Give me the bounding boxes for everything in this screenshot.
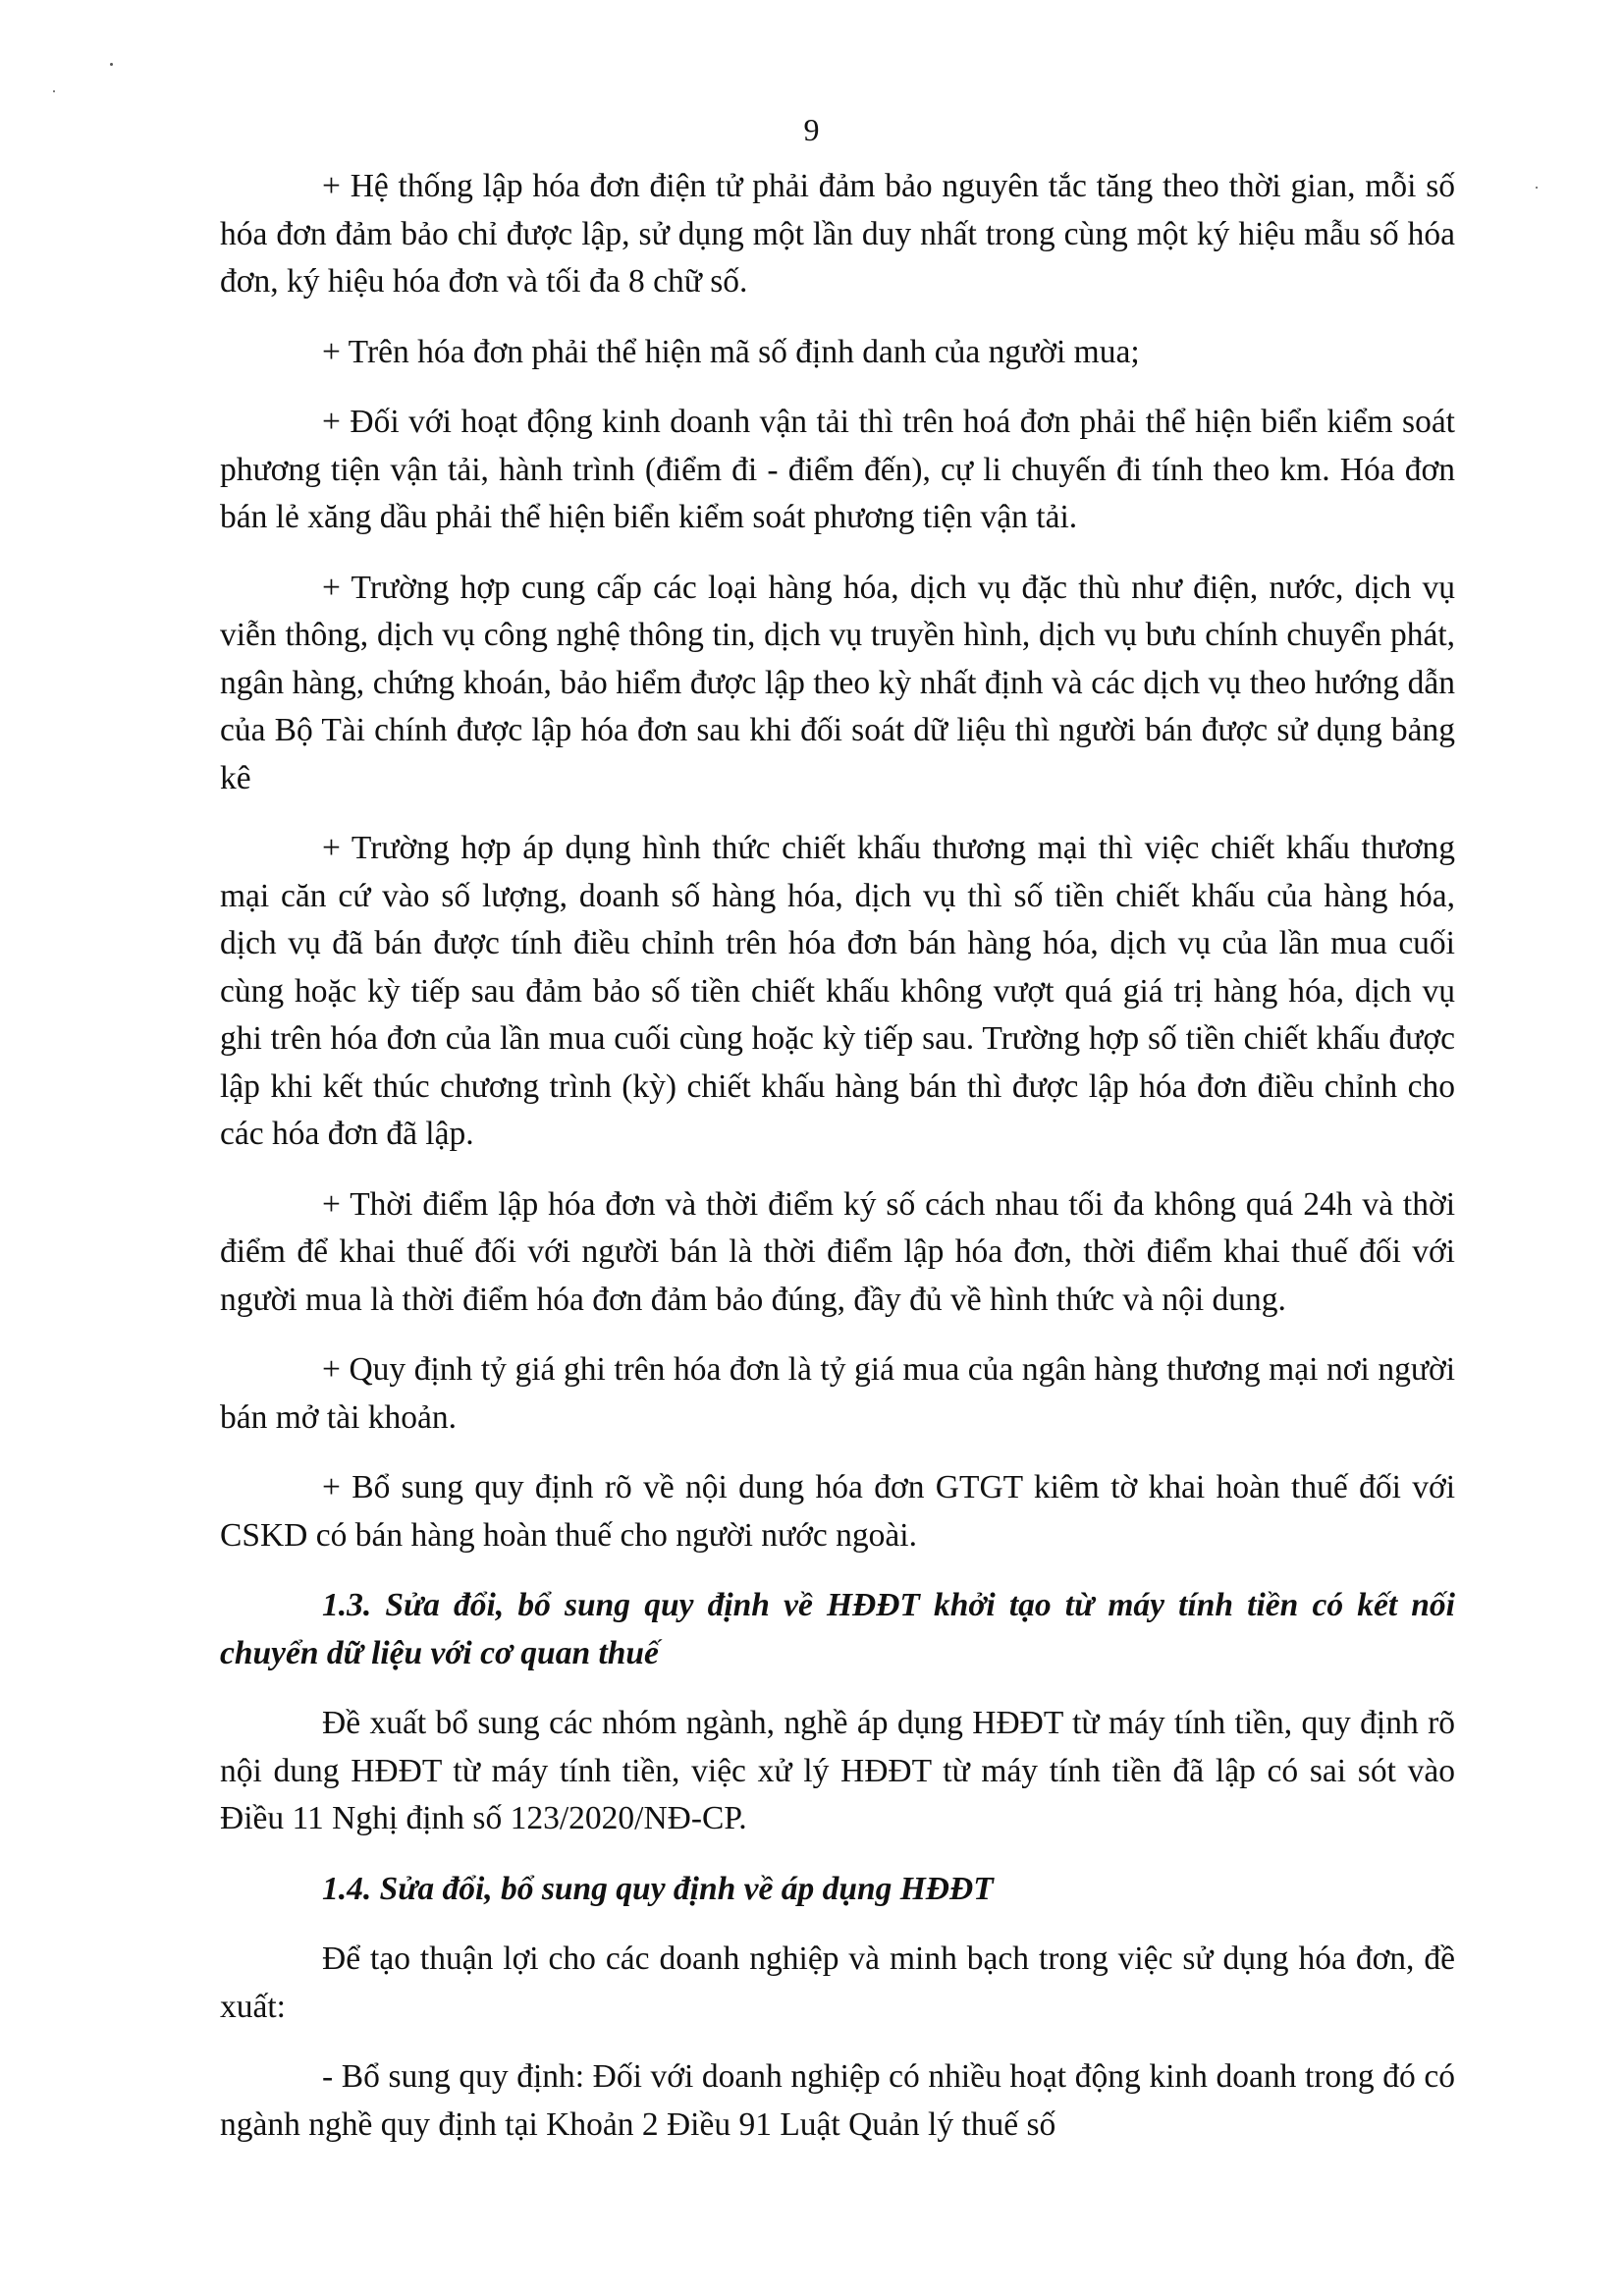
scan-speck — [53, 90, 55, 92]
paragraph-section-1-4-intro: Để tạo thuận lợi cho các doanh nghiệp và minh bạch trong việc sử dụng hóa đơn, đề xuất: — [220, 1941, 1455, 2025]
paragraph-bullet-buyer-id: + Trên hóa đơn phải thể hiện mã số định danh của người mua; — [322, 333, 1140, 370]
paragraph-bullet-special-services: + Trường hợp cung cấp các loại hàng hóa, dịch vụ đặc thù như điện, nước, dịch vụ viễn thông, dịch vụ công nghệ thông tin, dịch vụ truyền hình, dịch vụ bưu chính chuyển phát, ngân hàng, chứng khoán, bảo hiểm được lập theo kỳ nhất định và các dịch vụ theo hướng dẫn của Bộ Tài chính được lập hóa đơn sau khi đối soát dữ liệu thì người bán được sử dụng bảng kê — [220, 569, 1455, 796]
paragraph-section-1-4-dash: - Bổ sung quy định: Đối với doanh nghiệp có nhiều hoạt động kinh doanh trong đó có ngành nghề quy định tại Khoản 2 Điều 91 Luật Quản lý thuế số — [220, 2058, 1455, 2143]
page-number: 9 — [803, 112, 820, 147]
scan-speck — [110, 63, 113, 66]
paragraph-bullet-timing: + Thời điểm lập hóa đơn và thời điểm ký số cách nhau tối đa không quá 24h và thời điểm để khai thuế đối với người bán là thời điểm lập hóa đơn, thời điểm khai thuế đối với người mua là thời điểm hóa đơn đảm bảo đúng, đầy đủ về hình thức và nội dung. — [220, 1185, 1455, 1318]
paragraph-section-1-3-proposal: Đề xuất bổ sung các nhóm ngành, nghề áp dụng HĐĐT từ máy tính tiền, quy định rõ nội dung HĐĐT từ máy tính tiền, việc xử lý HĐĐT từ máy tính tiền đã lập có sai sót vào Điều 11 Nghị định số 123/2020/NĐ-CP. — [220, 1705, 1455, 1836]
section-heading-1-4: 1.4. Sửa đổi, bổ sung quy định về áp dụng HĐĐT — [322, 1870, 994, 1907]
paragraph-bullet-vat-refund: + Bổ sung quy định rõ về nội dung hóa đơn GTGT kiêm tờ khai hoàn thuế đối với CSKD có bán hàng hoàn thuế cho người nước ngoài. — [220, 1469, 1455, 1554]
paragraph-bullet-invoice-system: + Hệ thống lập hóa đơn điện tử phải đảm bảo nguyên tắc tăng theo thời gian, mỗi số hóa đơn đảm bảo chỉ được lập, sử dụng một lần duy nhất trong cùng một ký hiệu mẫu số hóa đơn, ký hiệu hóa đơn và tối đa 8 chữ số. — [220, 168, 1455, 300]
paragraph-bullet-exchange-rate: + Quy định tỷ giá ghi trên hóa đơn là tỷ giá mua của ngân hàng thương mại nơi người bán mở tài khoản. — [220, 1351, 1455, 1436]
section-heading-1-3: 1.3. Sửa đổi, bổ sung quy định về HĐĐT khởi tạo từ máy tính tiền có kết nối chuyển dữ liệu với cơ quan thuế — [220, 1587, 1455, 1671]
paragraph-bullet-discount: + Trường hợp áp dụng hình thức chiết khấu thương mại thì việc chiết khấu thương mại căn cứ vào số lượng, doanh số hàng hóa, dịch vụ thì số tiền chiết khấu của hàng hóa, dịch vụ đã bán được tính điều chỉnh trên hóa đơn bán hàng hóa, dịch vụ của lần mua cuối cùng hoặc kỳ tiếp sau đảm bảo số tiền chiết khấu không vượt quá giá trị hàng hóa, dịch vụ ghi trên hóa đơn của lần mua cuối cùng hoặc kỳ tiếp sau. Trường hợp số tiền chiết khấu được lập khi kết thúc chương trình (kỳ) chiết khấu hàng bán thì được lập hóa đơn điều chỉnh cho các hóa đơn đã lập. — [220, 830, 1455, 1152]
document-body — [220, 163, 1455, 2171]
scan-speck — [1536, 187, 1538, 189]
paragraph-bullet-transport: + Đối với hoạt động kinh doanh vận tải thì trên hoá đơn phải thể hiện biển kiểm soát phương tiện vận tải, hành trình (điểm đi - điểm đến), cự li chuyến đi tính theo km. Hóa đơn bán lẻ xăng dầu phải thể hiện biển kiểm soát phương tiện vận tải. — [220, 404, 1455, 535]
